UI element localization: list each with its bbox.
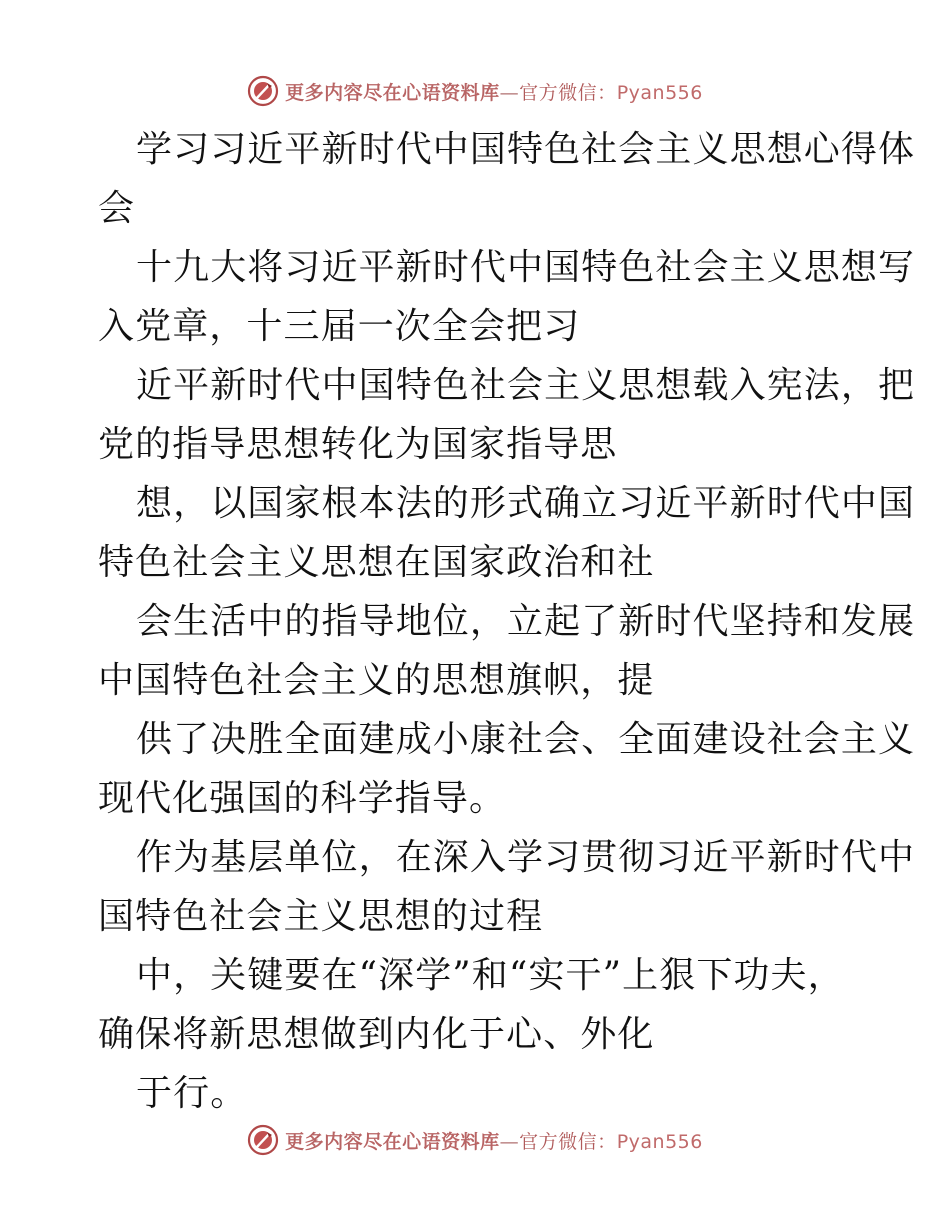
paragraph-line: 十九大将习近平新时代中国特色社会主义思想写 [136, 247, 916, 288]
footer-brand: 更多内容尽在心语资料库 [285, 1130, 500, 1153]
footer-watermark-text [285, 1127, 703, 1154]
paragraph-line: 学习习近平新时代中国特色社会主义思想心得体 [136, 129, 916, 170]
document-body [98, 120, 916, 1123]
paragraph-line: 想，以国家根本法的形式确立习近平新时代中国 [136, 483, 916, 524]
paragraph-line: 确保将新思想做到内化于心、外化 [98, 1014, 655, 1055]
footer-contact-id: Pyan556 [616, 1130, 703, 1153]
footer-contact-label: 官方微信： [519, 1130, 617, 1153]
paragraph-line: 供了决胜全面建成小康社会、全面建设社会主义 [136, 719, 916, 760]
header-watermark-text [285, 78, 703, 105]
paragraph-line: 近平新时代中国特色社会主义思想载入宪法，把 [136, 365, 916, 406]
header-contact-id: Pyan556 [616, 81, 703, 104]
paragraph [98, 356, 916, 474]
header-brand: 更多内容尽在心语资料库 [285, 81, 500, 104]
paragraph-line: 现代化强国的科学指导。 [98, 778, 507, 819]
paragraph-line: 中国特色社会主义的思想旗帜，提 [98, 660, 655, 701]
paragraph [98, 474, 916, 592]
footer-separator: — [499, 1130, 520, 1153]
paragraph [98, 946, 858, 1064]
header-separator: — [499, 81, 520, 104]
paragraph [98, 238, 916, 356]
header-contact-label: 官方微信： [519, 81, 617, 104]
brand-logo-icon [247, 1124, 279, 1156]
paragraph-line: 会生活中的指导地位，立起了新时代坚持和发展 [136, 601, 916, 642]
paragraph [98, 1064, 858, 1123]
brand-logo-icon [247, 75, 279, 107]
paragraph-line: 于行。 [136, 1073, 248, 1114]
paragraph [98, 710, 916, 828]
paragraph-line: 会 [98, 188, 136, 229]
footer-watermark [0, 1120, 950, 1160]
paragraph-line: 中，关键要在“深学”和“实干”上狠下功夫， [136, 955, 845, 996]
paragraph-line: 作为基层单位，在深入学习贯彻习近平新时代中 [136, 837, 916, 878]
paragraph-title [98, 120, 916, 238]
paragraph [98, 828, 916, 946]
paragraph-line: 入党章，十三届一次全会把习 [98, 306, 581, 347]
paragraph-line: 党的指导思想转化为国家指导思 [98, 424, 618, 465]
paragraph [98, 592, 916, 710]
paragraph-line: 特色社会主义思想在国家政治和社 [98, 542, 655, 583]
header-watermark [0, 71, 950, 111]
paragraph-line: 国特色社会主义思想的过程 [98, 896, 544, 937]
